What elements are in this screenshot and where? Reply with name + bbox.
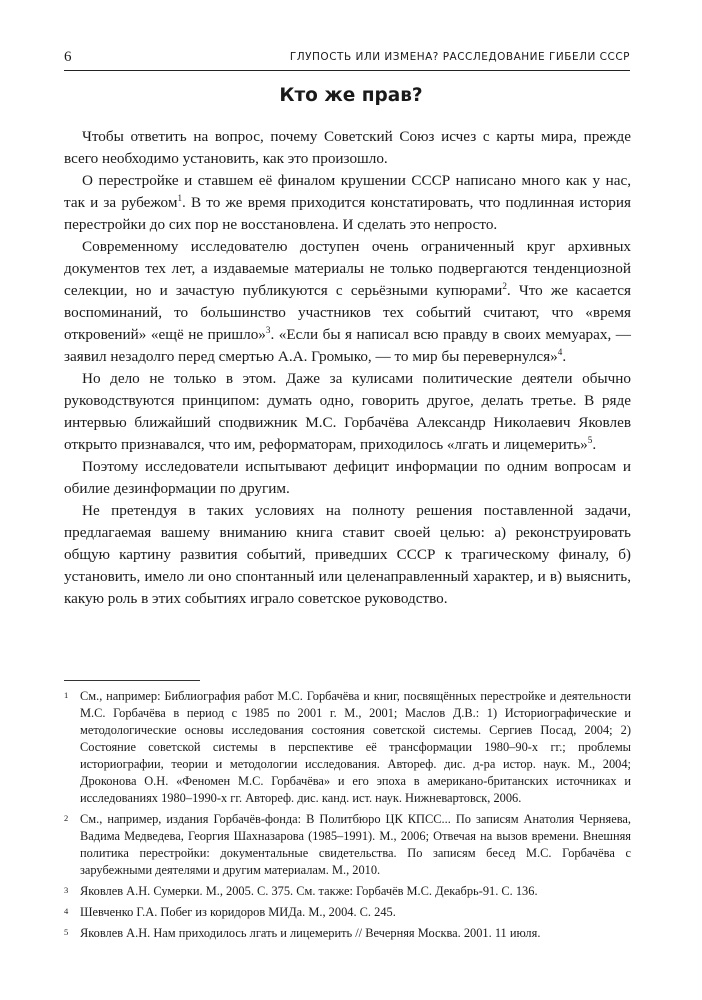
page-number: 6 — [64, 49, 72, 65]
paragraph-text: . В то же время приходится констатировать, что подлинная история перестройки до сих пор не восстановлена. И сделать это непросто. — [64, 194, 631, 233]
footnote-number: 2 — [64, 813, 69, 823]
paragraph-text: Не претендуя в таких условиях на полноту решения поставленной задачи, предлагаемая вашему вниманию книга ставит своей целью: а) реконструировать общую картину развития событий, приведших СССР к трагическому финалу, б) установить, имело ли оно спонтанный или целенаправленный характер, и в) выяснить, какую роль в этих событиях играло советское руководство. — [64, 502, 631, 607]
paragraph-text: . «Если бы я написал всю правду в своих мемуарах, — заявил незадолго перед смертью А.А. Громыко, — то мир бы перевернулся» — [64, 326, 631, 365]
footnote-ref[interactable]: 3 — [265, 324, 271, 335]
paragraph-text: . — [592, 436, 597, 453]
paragraph-text: О перестройке и ставшем её финалом крушении СССР написано много как у нас, так и за рубежом — [64, 172, 631, 211]
footnote-number: 4 — [64, 906, 69, 916]
footnote — [64, 904, 631, 921]
running-header — [64, 44, 630, 71]
footnote-number: 1 — [64, 690, 69, 700]
footnote-separator — [64, 680, 200, 681]
footnote-number: 3 — [64, 885, 69, 895]
paragraph-text: . Что же касается воспоминаний, то большинство участников тех событий считают, что «время откровений» «ещё не пришло» — [64, 282, 631, 343]
paragraph-text: . — [562, 348, 567, 365]
footnote — [64, 811, 631, 879]
footnote-text: См., например, издания Горбачёв-фонда: В Политбюро ЦК КПСС... По записям Анатолия Черняева, Вадима Медведева, Георгия Шахназарова (1985–1991). М., 2006; Отвечая на вызов времени. Внешняя политика перестройки: документальные свидетельства. По записям бесед М.С. Горбачёва с зарубежными деятелями и другим материалам. М., 2010. — [80, 812, 631, 877]
paragraph — [64, 456, 631, 500]
footnote — [64, 925, 631, 942]
paragraph — [64, 236, 631, 368]
paragraph-text: Но дело не только в этом. Даже за кулисами политические деятели обычно руководствуются принципом: думать одно, говорить другое, делать третье. В ряде интервью ближайший сподвижник М.С. Горбачёва Александр Николаевич Яковлев открыто признавался, что им, реформаторам, приходилось «лгать и лицемерить» — [64, 370, 631, 453]
paragraph — [64, 368, 631, 456]
paragraph-text: Современному исследователю доступен очень ограниченный круг архивных документов тех лет, а издаваемые материалы не только подвергаются тенденциозной селекции, но и зачастую публикуются с серьёзными купюрами — [64, 238, 631, 299]
paragraph — [64, 170, 631, 236]
body-text — [64, 126, 631, 610]
paragraph-text: Чтобы ответить на вопрос, почему Советский Союз исчез с карты мира, прежде всего необходимо установить, как это произошло. — [64, 128, 631, 167]
section-title: Кто же прав? — [279, 85, 423, 106]
footnote-ref[interactable]: 5 — [587, 434, 593, 445]
footnote-text: См., например: Библиография работ М.С. Горбачёва и книг, посвящённых перестройке и деятельности М.С. Горбачёва в период с 1985 по 2001 г. М., 2001; Маслов Д.В.: 1) Историографические и методологические основы исследования состояния советской системы. Сергиев Посад, 2004; 2) Состояние советской системы в перспективе её трансформации 1980–90-х гг.; проблемы историографии, теории и методологии исследования. Автореф. дис. д-ра истор. наук. М., 2004; Дроконова О.Н. «Феномен М.С. Горбачёва» и его эпоха в американо-британских источниках и исследованиях 1980–1990-х гг. Автореф. дис. канд. ист. наук. Нижневартовск, 2006. — [80, 689, 631, 805]
footnote-ref[interactable]: 2 — [502, 280, 507, 291]
paragraph-text: Поэтому исследователи испытывают дефицит информации по одним вопросам и обилие дезинформации по другим. — [64, 458, 631, 497]
footnote-ref[interactable]: 4 — [557, 346, 563, 357]
running-title: ГЛУПОСТЬ ИЛИ ИЗМЕНА? РАССЛЕДОВАНИЕ ГИБЕЛИ СССР — [289, 51, 630, 63]
paragraph — [64, 500, 631, 610]
footnote-text: Шевченко Г.А. Побег из коридоров МИДа. М., 2004. С. 245. — [80, 905, 396, 919]
footnote — [64, 883, 631, 900]
footnote-text: Яковлев А.Н. Нам приходилось лгать и лицемерить // Вечерняя Москва. 2001. 11 июля. — [80, 926, 541, 940]
footnote-number: 5 — [64, 927, 69, 937]
footnote-ref[interactable]: 1 — [177, 192, 182, 203]
footnotes — [64, 688, 631, 946]
paragraph — [64, 126, 631, 170]
footnote-text: Яковлев А.Н. Сумерки. М., 2005. С. 375. См. также: Горбачёв М.С. Декабрь-91. С. 136. — [80, 884, 538, 898]
footnote — [64, 688, 631, 807]
